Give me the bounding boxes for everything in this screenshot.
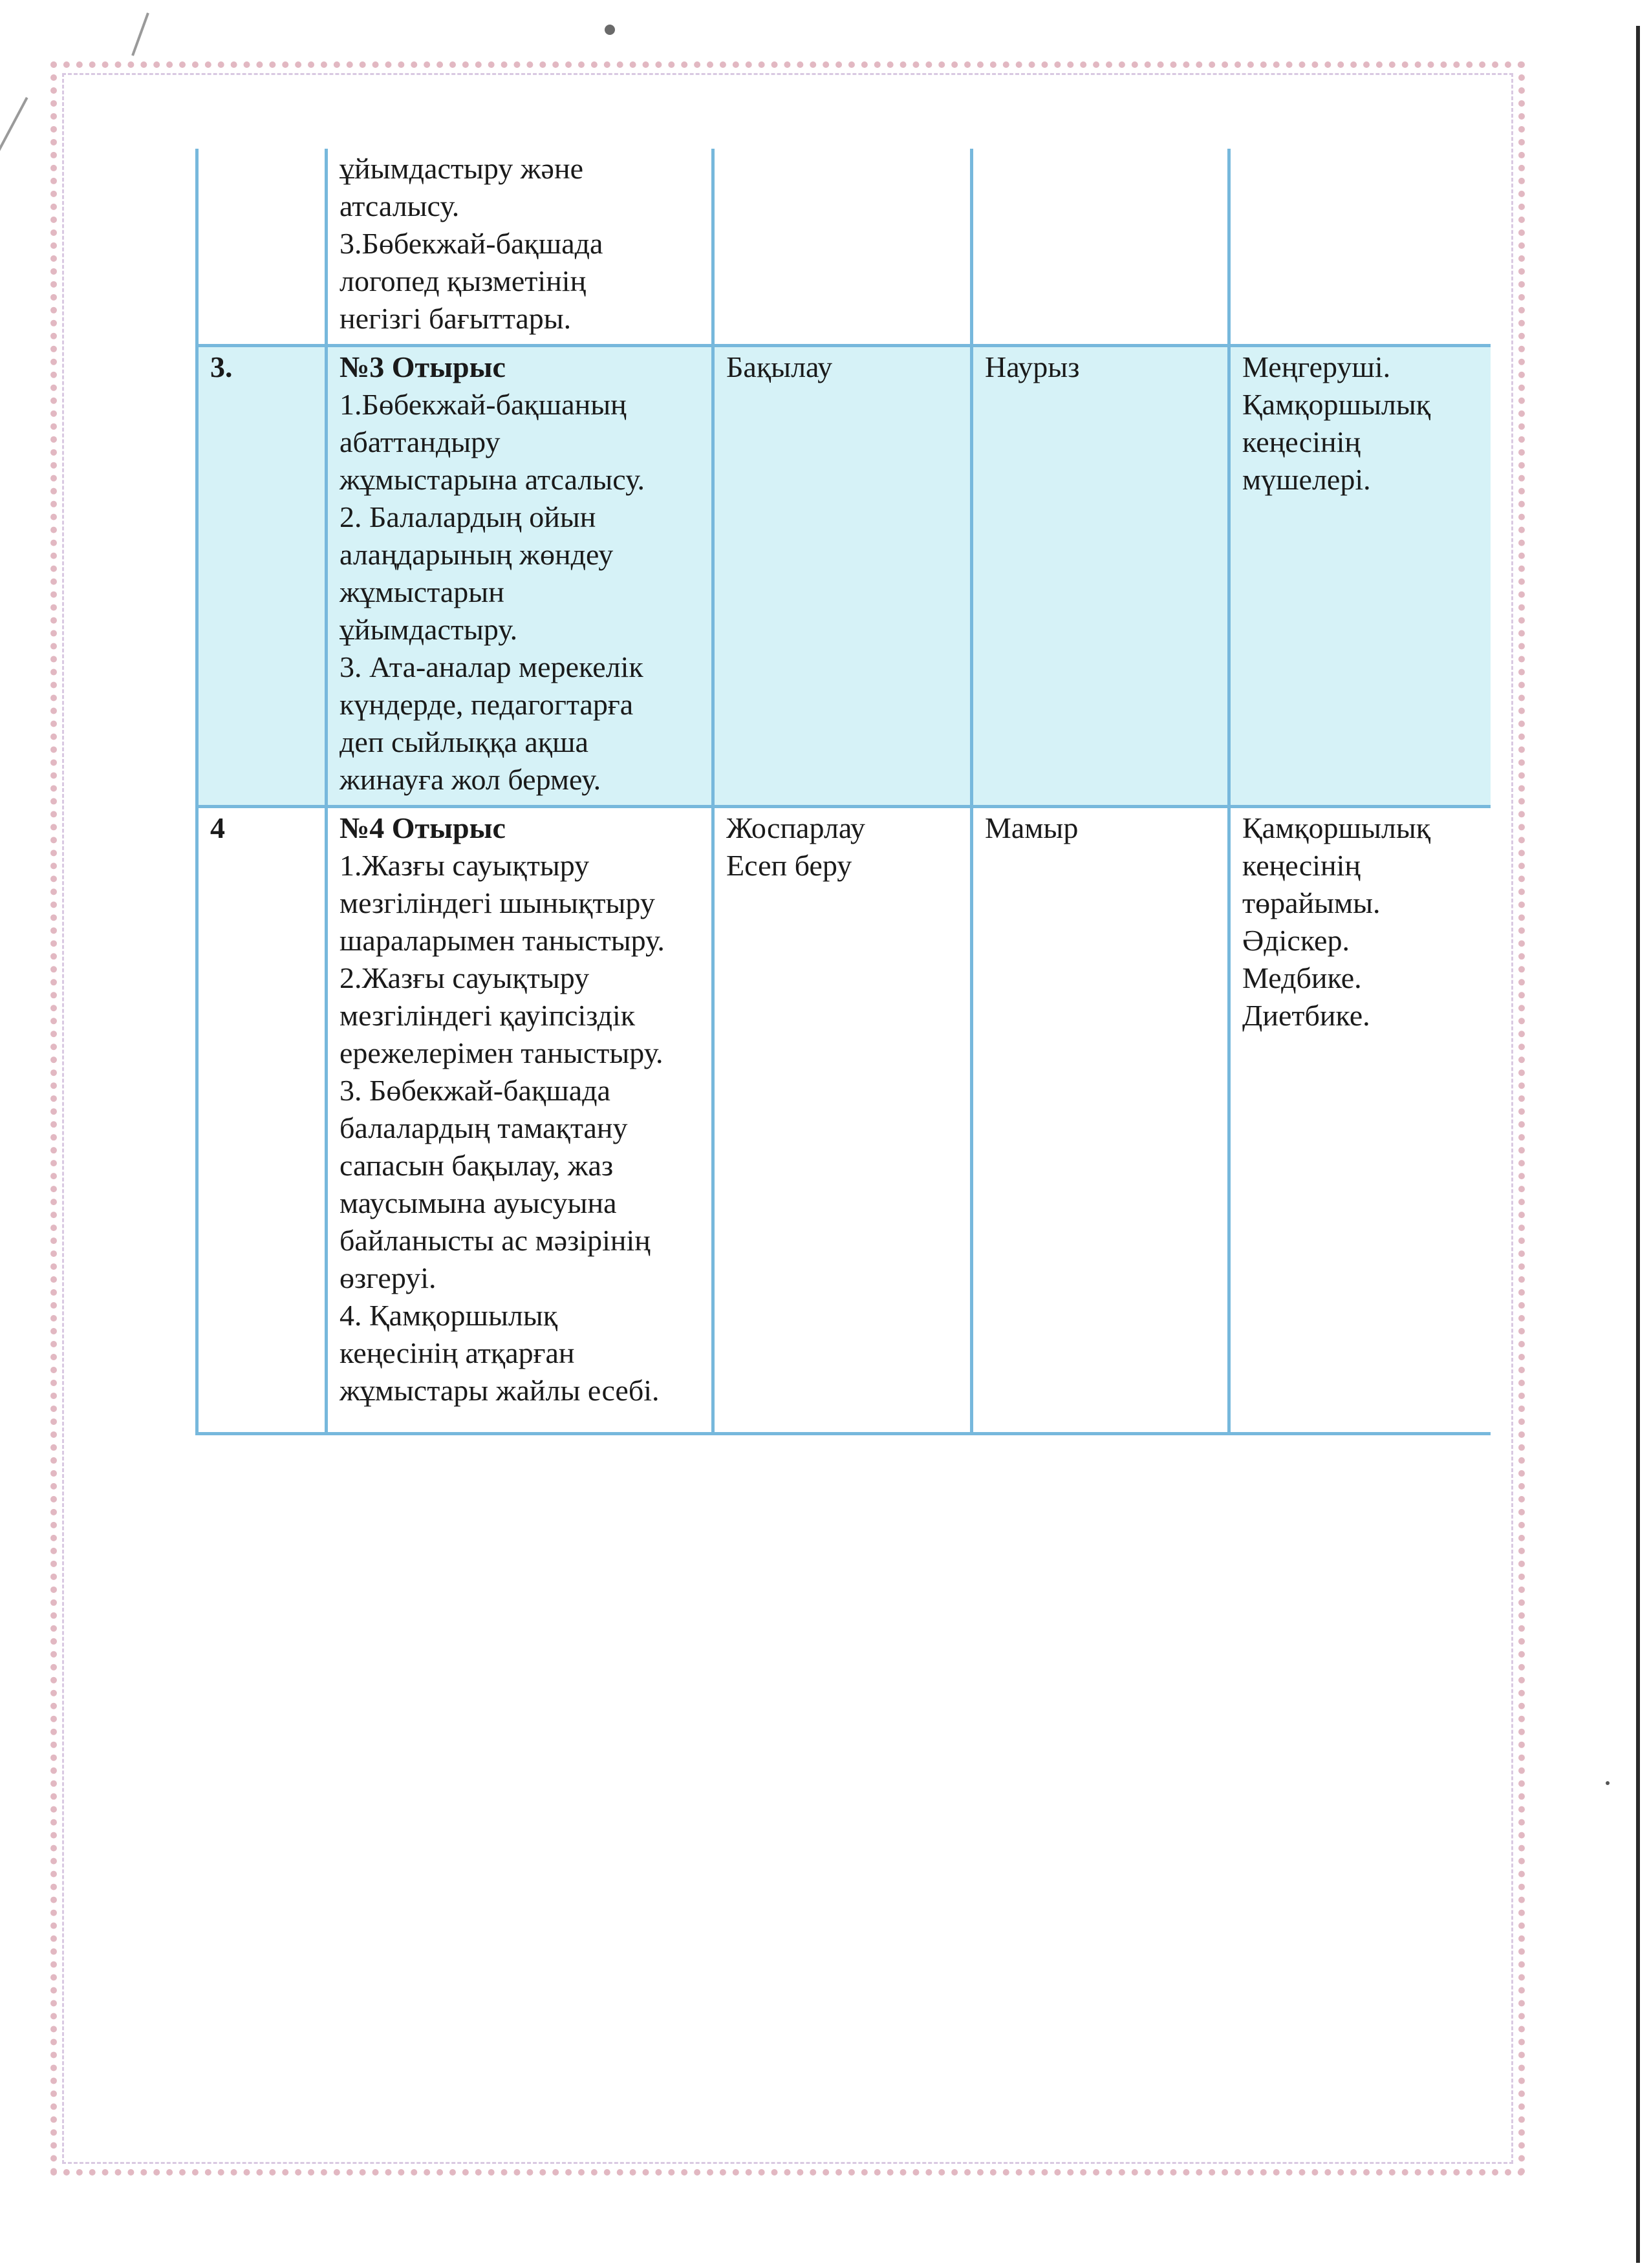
content-line: балалардың тамақтану	[339, 1111, 628, 1144]
form-line: Есеп беру	[726, 849, 852, 882]
content-line: ұйымдастыру және	[339, 152, 584, 185]
content-line: 1.Жазғы сауықтыру	[339, 849, 590, 882]
content-line: өзгеруі.	[339, 1261, 436, 1294]
content-line: маусымына ауысуына	[339, 1186, 617, 1219]
content-line: 2.Жазғы сауықтыру	[339, 961, 590, 994]
responsible-line: кеңесінің	[1242, 425, 1361, 458]
table-row	[197, 807, 1491, 1434]
row-month-cell	[972, 346, 1229, 807]
responsible-line: Диетбике.	[1242, 999, 1370, 1032]
content-line: 3.Бөбекжай-бақшада	[339, 227, 603, 260]
content-line: 4. Қамқоршылық	[339, 1299, 558, 1332]
content-line: атсалысу.	[339, 189, 460, 222]
plan-table	[195, 149, 1491, 1435]
content-line: ұйымдастыру.	[339, 613, 518, 646]
responsible-line: кеңесінің	[1242, 849, 1361, 882]
content-line: күндерде, педагогтарға	[339, 688, 634, 721]
row-content-cell	[327, 807, 713, 1434]
punch-hole	[605, 25, 615, 35]
responsible-line: Қамқоршылық	[1242, 388, 1431, 421]
content-line: негізгі бағыттары.	[339, 302, 572, 335]
row-responsible-cell	[1229, 807, 1491, 1434]
responsible-line: мүшелері.	[1242, 463, 1371, 496]
content-line: абаттандыру	[339, 425, 501, 458]
row-form-cell	[713, 807, 972, 1434]
row-number-cell	[197, 149, 327, 346]
content-line: 1.Бөбекжай-бақшаның	[339, 388, 627, 421]
row-content-cell	[327, 149, 713, 346]
row-number-cell: 4	[197, 807, 327, 1434]
scan-artifact-line	[0, 97, 28, 270]
meeting-title: №3 Отырыс	[339, 350, 506, 383]
responsible-line: Меңгеруші.	[1242, 350, 1391, 383]
row-responsible-cell	[1229, 149, 1491, 346]
row-content-cell	[327, 346, 713, 807]
row-month-cell	[972, 807, 1229, 1434]
content-line: жұмыстары жайлы есебі.	[339, 1374, 660, 1407]
row-number-cell: 3.	[197, 346, 327, 807]
speck	[1606, 1781, 1610, 1785]
content-line: 3. Бөбекжай-бақшада	[339, 1074, 610, 1107]
content-line: кеңесінің атқарған	[339, 1336, 575, 1369]
responsible-line: Медбике.	[1242, 961, 1362, 994]
content-line: жұмыстарын	[339, 575, 504, 608]
row-responsible-cell	[1229, 346, 1491, 807]
form-line: Жоспарлау	[726, 811, 865, 844]
meeting-title: №4 Отырыс	[339, 811, 506, 844]
table-row	[197, 149, 1491, 346]
form-line: Бақылау	[726, 350, 833, 383]
row-form-cell	[713, 149, 972, 346]
content-line: жұмыстарына атсалысу.	[339, 463, 645, 496]
content-line: 3. Ата-аналар мерекелік	[339, 650, 643, 683]
row-form-cell	[713, 346, 972, 807]
content-line: алаңдарының жөндеу	[339, 538, 614, 571]
month-text: Мамыр	[985, 811, 1079, 844]
responsible-line: төрайымы.	[1242, 886, 1381, 919]
content-line: деп сыйлыққа ақша	[339, 725, 588, 758]
month-text: Наурыз	[985, 350, 1080, 383]
content-line: 2. Балалардың ойын	[339, 500, 596, 533]
page-edge	[1636, 26, 1640, 2263]
table-row	[197, 346, 1491, 807]
row-month-cell	[972, 149, 1229, 346]
content-line: шараларымен таныстыру.	[339, 924, 665, 957]
content-line: мезгіліндегі қауіпсіздік	[339, 999, 636, 1032]
responsible-line: Әдіскер.	[1242, 924, 1350, 957]
content-line: логопед қызметінің	[339, 264, 587, 297]
content-line: сапасын бақылау, жаз	[339, 1149, 614, 1182]
content-line: байланысты ас мәзірінің	[339, 1224, 651, 1257]
content-line: мезгіліндегі шынықтыру	[339, 886, 655, 919]
responsible-line: Қамқоршылық	[1242, 811, 1431, 844]
content-line: жинауға жол бермеу.	[339, 763, 601, 796]
content-line: ережелерімен таныстыру.	[339, 1036, 663, 1069]
scan-artifact-line	[131, 12, 149, 56]
